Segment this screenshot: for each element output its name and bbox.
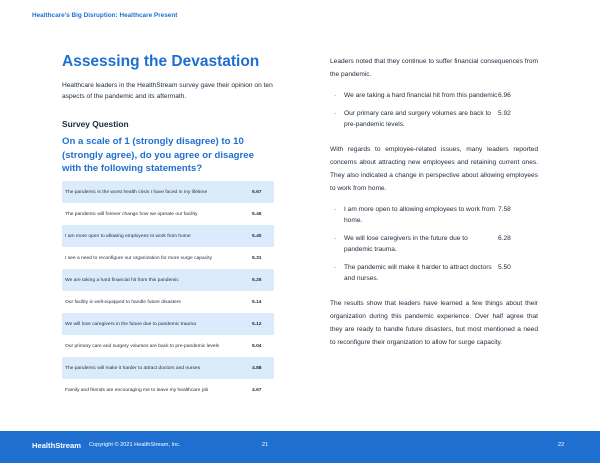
bullet-icon: · (334, 92, 337, 99)
score-value: 5.12 (252, 321, 262, 327)
list-item-text: The pandemic will make it harder to attract doctors and nurses. (344, 264, 492, 282)
left-column (62, 52, 274, 176)
table-row (62, 225, 274, 247)
list-item-value: 7.58 (498, 206, 511, 213)
list-item (330, 108, 538, 130)
score-value: 4.88 (252, 365, 262, 371)
brand-logo: HealthStream (32, 441, 81, 450)
statement-text: The pandemic will make it harder to attract doctors and nurses (65, 365, 201, 371)
score-value: 4.67 (252, 387, 262, 393)
list-item-value: 6.96 (498, 92, 511, 99)
list-item-value: 5.92 (498, 110, 511, 117)
list-item-text: We are taking a hard financial hit from this pandemic (344, 92, 498, 99)
financial-paragraph: Leaders noted that they continue to suffer financial consequences from the pandemic. (330, 58, 538, 78)
statement-text: I see a need to reconfigure our organization for more surge capacity (65, 255, 213, 261)
table-row (62, 357, 274, 379)
list-item (330, 233, 538, 255)
copyright-text: Copyright © 2021 HealthStream, Inc. (89, 442, 181, 448)
statement-text: I am more open to allowing employees to work from home (65, 233, 191, 239)
intro-paragraph: Healthcare leaders in the HealthStream survey gave their opinion on ten aspects of the pandemic and its aftermath. (62, 82, 273, 100)
survey-question-text: On a scale of 1 (strongly disagree) to 10 (strongly agree), do you agree or disagree with the following statements? (62, 136, 254, 175)
list-item (330, 204, 538, 226)
page-title: Assessing the Devastation (62, 53, 260, 70)
page-number-right: 22 (558, 442, 565, 448)
bullet-icon: · (334, 110, 337, 117)
table-row (62, 269, 274, 291)
employee-paragraph: With regards to employee-related issues, many leaders reported concerns about attracting new employees and retaining current ones. They also indicated a change in perspective about allowing employees to work from home. (330, 146, 538, 192)
statement-text: Family and friends are encouraging me to leave my healthcare job (65, 387, 209, 393)
score-value: 5.40 (252, 233, 262, 239)
table-row (62, 313, 274, 335)
table-row (62, 203, 274, 225)
statement-text: The pandemic will forever change how we operate our facility (65, 211, 198, 217)
statement-text: Our primary care and surgery volumes are back to pre-pandemic levels (65, 343, 220, 349)
results-table (62, 181, 274, 401)
employee-list (330, 204, 538, 284)
score-value: 5.31 (252, 255, 262, 261)
list-item (330, 90, 538, 101)
list-item-value: 5.50 (498, 264, 511, 271)
bullet-icon: · (334, 264, 337, 271)
list-item (330, 262, 538, 284)
score-value: 5.67 (252, 189, 262, 195)
list-item-text: I am more open to allowing employees to work from home. (344, 206, 495, 224)
bullet-icon: · (334, 235, 337, 242)
bullet-icon: · (334, 206, 337, 213)
list-item-text: We will lose caregivers in the future due to pandemic trauma. (344, 235, 468, 253)
table-row (62, 335, 274, 357)
results-paragraph: The results show that leaders have learned a few things about their organization during this pandemic experience. Over half agree that they are ready to handle future disasters, but most mentioned a need to reconfigure their organization to allow for surge capacity. (330, 300, 538, 346)
score-value: 5.25 (252, 277, 262, 283)
score-value: 5.45 (252, 211, 262, 217)
statement-text: Our facility is well-equipped to handle future disasters (65, 299, 181, 305)
survey-question-heading: Survey Question (62, 119, 129, 129)
financial-list (330, 90, 538, 130)
table-row (62, 247, 274, 269)
table-row (62, 181, 274, 203)
table-row (62, 379, 274, 401)
statement-text: We are taking a hard financial hit from this pandemic (65, 277, 179, 283)
right-column (330, 55, 538, 349)
score-value: 5.14 (252, 299, 262, 305)
statement-text: We will lose caregivers in the future due to pandemic trauma (65, 321, 196, 327)
score-value: 5.04 (252, 343, 262, 349)
list-item-text: Our primary care and surgery volumes are back to pre-pandemic levels. (344, 110, 491, 128)
running-title: Healthcare's Big Disruption: Healthcare Present (32, 12, 178, 19)
list-item-value: 6.28 (498, 235, 511, 242)
table-row (62, 291, 274, 313)
statement-text: The pandemic is the worst health crisis I have faced in my lifetime (65, 189, 208, 195)
footer-bar (0, 431, 600, 463)
page-number-left: 21 (262, 442, 269, 448)
